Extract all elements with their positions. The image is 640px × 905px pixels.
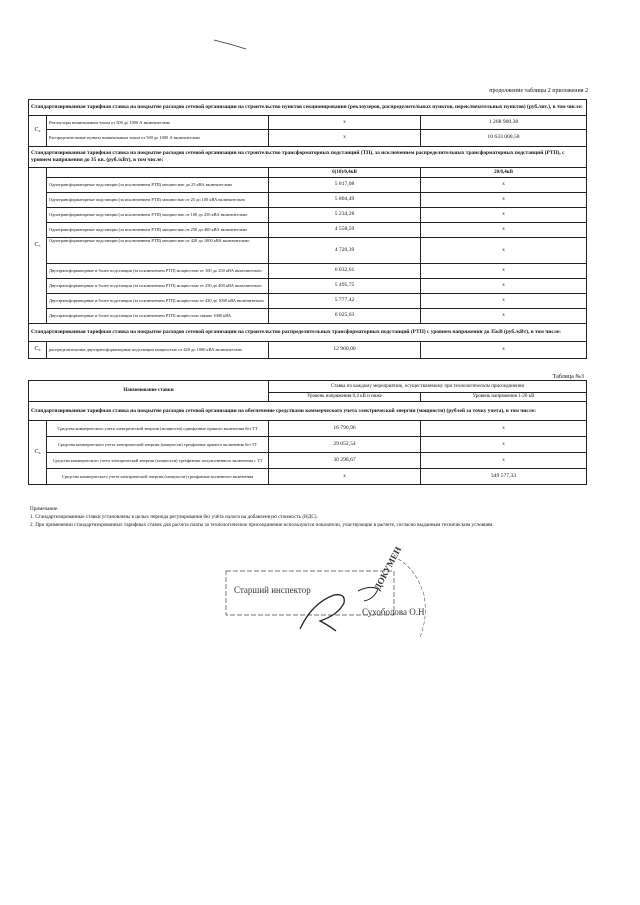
row-value-2: х [421,342,587,359]
row-label: Средства коммерческого учета электрической энергии (мощности) трехфазные прямого включения без ТТ [47,437,269,453]
stamp-role-text: Старший инспектор [234,585,311,595]
row-label: Двухтрансформаторные и более подстанции (за исключением РТП) мощностью от 420 до 1000 кВА включительно [47,294,269,309]
section-c5-header: Стандартизированная тарифная ставка на покрытие расходов сетевой организации на строительство трансформаторных подстанций (ТП), за исключением распределительных трансформаторных подстанций (РТП), с уровнем напряжения до 35 кв. (руб./кВт), в том числе: [29,147,587,168]
row-value-2: х [421,193,587,208]
row-label: Реклоузеры номинальным током от 500 до 1000 А включительно [47,116,269,130]
row-value-1: 5 777,42 [269,294,421,309]
tariff-table-3 [28,380,587,485]
col-header-group: Ставка по каждому мероприятию, осуществляемому при технологическом присоединении [269,381,587,393]
row-value-1: х [269,116,421,130]
stamp-vertical-text: ДОКУМЕН [372,544,404,592]
row-value-2: х [421,178,587,193]
note-item: 2. При применении стандартизированных тарифных ставок для расчета платы за технологическое присоединение используются показатели, участвующие в расчете, согласно выданным техническим условиям. [30,522,494,528]
notes-block [30,505,590,529]
row-value-2: х [421,437,587,453]
section-c5-code: C₅ [29,168,47,324]
section-c8-header: Стандартизированная тарифная ставка на покрытие расходов сетевой организации на обеспечение средствами коммерческого учета электрической энергии (мощности) (рублей за точку учета), в том числе: [29,402,587,421]
section-c6-code: C₆ [29,342,47,359]
row-value-1: 4 558,59 [269,223,421,238]
notes-title: Примечание. [30,506,59,512]
row-value-2: х [421,309,587,324]
col-header-6-10kv: 6(10)/0,4кВ [269,168,421,178]
approval-stamp [220,544,470,650]
row-value-2: х [421,264,587,279]
row-value-1: х [269,469,421,485]
row-value-2: 1 268 900,38 [421,116,587,130]
row-label: Однотрансформаторные подстанции (за исключением РТП) мощностью от 25 до 100 кВА включительно [47,193,269,208]
row-label: Двухтрансформаторные и более подстанции (за исключением РТП) мощностью от 100 до 250 кВА включительно [47,264,269,279]
pen-scratch-mark [213,38,247,50]
row-label: Однотрансформаторные подстанции (за исключением РТП) мощностью от 420 до 1000 кВА включительно [47,238,269,264]
stamp-name-text: Сухоболова О.Н [362,607,425,617]
continuation-label: продолжение таблицы 2 приложения 2 [489,88,588,94]
section-c4-header: Стандартизированная тарифная ставка на покрытие расходов сетевой организации на строительство пунктов секционирования (реклоузеров, распределительных пунктов, переключательных пунктов) (руб./шт.), в том числе: [29,100,587,116]
row-value-1: 12 960,00 [269,342,421,359]
section-c8-code: C₈ [29,421,47,485]
row-value-1: 5 495,75 [269,279,421,294]
section-c6-header: Стандартизированная тарифная ставка на покрытие расходов сетевой организации на строительство распределительных трансформаторных подстанций (РТП) с уровнем напряжения до 35кВ (руб./кВт), в том числе: [29,324,587,342]
row-value-1: 30 298,67 [269,453,421,469]
col-header-04kv: Уровень напряжения 0,4 кВ и ниже [269,393,421,402]
section-c4-code: C₄ [29,116,47,147]
row-label: Двухтрансформаторные и более подстанции (за исключением РТП) мощностью от 250 до 400 кВА включительно [47,279,269,294]
note-item: 1. Стандартизированные ставки установлены в целых периода регулирования без учёта налога на добавленную стоимость (НДС). [30,514,318,520]
row-value-2: 349 577,33 [421,469,587,485]
row-label: Средства коммерческого учета электрической энергии (мощности) однофазные прямого включения без ТТ [47,421,269,437]
table-3-label: Таблица №3 [552,374,584,380]
row-value-1: 16 790,96 [269,421,421,437]
row-label: Однотрансформаторные подстанции (за исключением РТП) мощностью до 25 кВА включительно [47,178,269,193]
row-value-2: х [421,223,587,238]
row-value-1: 5 804,49 [269,193,421,208]
blank-cell [47,168,269,178]
row-value-1: 4 720,39 [269,238,421,264]
row-value-1: 5 234,28 [269,208,421,223]
row-label: Средства коммерческого учета электрической энергии (мощности) трехфазные косвенного включения [47,469,269,485]
row-value-1: 6 025,63 [269,309,421,324]
stamp-graphic [220,555,470,650]
col-header-20kv: 20/0,4кВ [421,168,587,178]
row-value-2: х [421,238,587,264]
row-label: Однотрансформаторные подстанции (за исключением РТП) мощностью от 100 до 250 кВА включительно [47,208,269,223]
row-value-2: х [421,421,587,437]
row-label: распределительные двухтрансформаторные подстанции мощностью от 420 до 1000 кВА включительно [47,342,269,359]
row-value-2: х [421,294,587,309]
row-label: Однотрансформаторные подстанции (за исключением РТП) мощностью от 250 до 400 кВА включительно [47,223,269,238]
row-value-1: 5 817,08 [269,178,421,193]
row-value-2: х [421,279,587,294]
row-label: Средства коммерческого учета электрической энергии (мощности) трехфазные полукосвенного включения с ТТ [47,453,269,469]
row-value-1: 6 032,61 [269,264,421,279]
row-value-2: 10 633 000,58 [421,130,587,147]
row-label: Распределительные пункты номинальным током от 500 до 1000 А включительно [47,130,269,147]
row-label: Двухтрансформаторные и более подстанции (за исключением РТП) мощностью свыше 1000 кВА [47,309,269,324]
row-value-2: х [421,208,587,223]
row-value-1: х [269,130,421,147]
tariff-table-2 [28,99,587,359]
col-header-name: Наименование ставки [29,381,269,402]
row-value-2: х [421,453,587,469]
col-header-1-20kv: Уровень напряжения 1-20 кВ [421,393,587,402]
row-value-1: 29 052,54 [269,437,421,453]
